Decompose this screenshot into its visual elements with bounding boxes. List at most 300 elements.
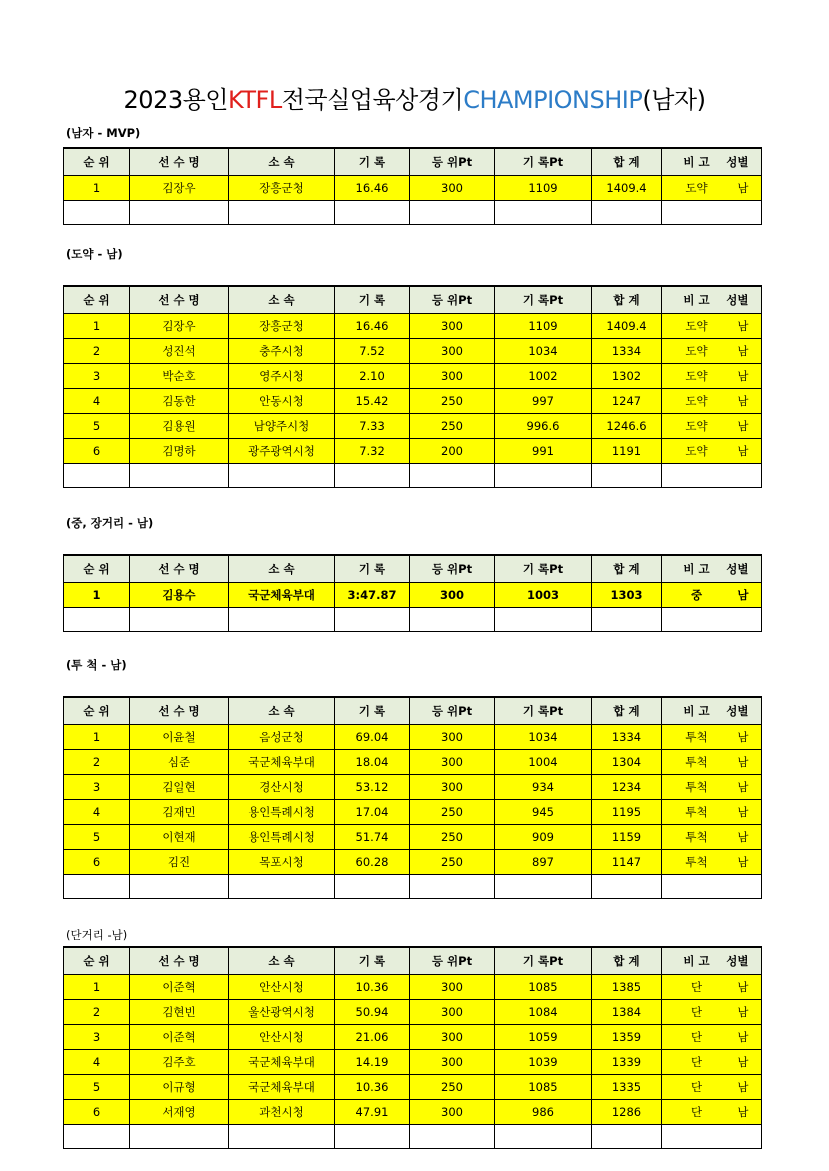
cell-rank: 1 — [64, 975, 130, 1000]
cell-note: 단 — [690, 1080, 703, 1094]
empty-cell — [130, 1125, 229, 1149]
cell-team: 남양주시청 — [229, 414, 335, 439]
header-team: 소 속 — [229, 286, 335, 314]
cell-rank-pt: 250 — [410, 800, 495, 825]
empty-cell — [592, 201, 662, 225]
cell-team: 과천시청 — [229, 1100, 335, 1125]
cell-gender: 남 — [737, 805, 749, 819]
cell-rank: 1 — [64, 725, 130, 750]
title-gender: (남자) — [642, 86, 706, 114]
cell-total: 1246.6 — [592, 414, 662, 439]
cell-note: 도약 — [685, 419, 708, 433]
cell-note-gender — [662, 975, 762, 1000]
empty-cell — [495, 201, 592, 225]
header-rank-pt: 등 위Pt — [410, 148, 495, 176]
cell-gender: 남 — [737, 1030, 749, 1044]
header-note-gender — [662, 286, 762, 314]
cell-total: 1302 — [592, 364, 662, 389]
cell-rank-pt: 300 — [410, 775, 495, 800]
cell-note-gender — [662, 314, 762, 339]
document-title — [0, 80, 829, 115]
title-year-city: 2023용인 — [123, 86, 228, 114]
cell-note: 단 — [690, 1105, 703, 1119]
empty-cell — [64, 608, 130, 632]
cell-total: 1191 — [592, 439, 662, 464]
cell-note: 도약 — [685, 369, 708, 383]
header-name: 선 수 명 — [130, 947, 229, 975]
cell-gender: 남 — [737, 588, 749, 602]
empty-cell — [592, 875, 662, 899]
cell-record-pt: 986 — [495, 1100, 592, 1125]
header-gender: 성별 — [726, 293, 749, 307]
cell-note-gender — [662, 176, 762, 201]
cell-record: 60.28 — [335, 850, 410, 875]
table-row — [64, 800, 762, 825]
cell-note: 중 — [690, 588, 703, 602]
cell-rank: 4 — [64, 389, 130, 414]
cell-note-gender — [662, 1050, 762, 1075]
cell-rank-pt: 300 — [410, 725, 495, 750]
empty-cell — [410, 875, 495, 899]
table-row — [64, 850, 762, 875]
cell-rank-pt: 300 — [410, 583, 495, 608]
cell-name: 김용원 — [130, 414, 229, 439]
table-header-row — [64, 555, 762, 583]
cell-gender: 남 — [737, 444, 749, 458]
table-row — [64, 775, 762, 800]
cell-gender: 남 — [737, 319, 749, 333]
cell-rank: 5 — [64, 414, 130, 439]
empty-cell — [662, 1125, 762, 1149]
cell-gender: 남 — [737, 780, 749, 794]
table-row — [64, 364, 762, 389]
cell-name: 김동한 — [130, 389, 229, 414]
cell-name: 심준 — [130, 750, 229, 775]
empty-row — [64, 1125, 762, 1149]
cell-total: 1385 — [592, 975, 662, 1000]
table-header-row — [64, 286, 762, 314]
cell-rank-pt: 250 — [410, 389, 495, 414]
cell-rank: 2 — [64, 1000, 130, 1025]
cell-rank: 1 — [64, 314, 130, 339]
header-rank: 순 위 — [64, 555, 130, 583]
cell-record-pt: 1084 — [495, 1000, 592, 1025]
empty-cell — [64, 875, 130, 899]
cell-rank-pt: 300 — [410, 339, 495, 364]
empty-row — [64, 464, 762, 488]
cell-note: 투척 — [685, 830, 708, 844]
cell-total: 1247 — [592, 389, 662, 414]
cell-record-pt: 997 — [495, 389, 592, 414]
header-gender: 성별 — [726, 954, 749, 968]
header-gender: 성별 — [726, 562, 749, 576]
header-team: 소 속 — [229, 947, 335, 975]
empty-cell — [335, 608, 410, 632]
table-row — [64, 750, 762, 775]
cell-total: 1159 — [592, 825, 662, 850]
cell-total: 1286 — [592, 1100, 662, 1125]
cell-record-pt: 934 — [495, 775, 592, 800]
title-event: 전국실업육상경기 — [281, 86, 464, 114]
cell-note: 단 — [690, 1030, 703, 1044]
cell-note: 단 — [690, 980, 703, 994]
cell-record-pt: 1039 — [495, 1050, 592, 1075]
header-gender: 성별 — [726, 155, 749, 169]
empty-row — [64, 875, 762, 899]
header-name: 선 수 명 — [130, 286, 229, 314]
title-ktfl: KTFL — [227, 86, 282, 114]
cell-record: 15.42 — [335, 389, 410, 414]
results-table-sprint — [63, 946, 762, 1149]
cell-record-pt: 996.6 — [495, 414, 592, 439]
header-team: 소 속 — [229, 148, 335, 176]
cell-note-gender — [662, 725, 762, 750]
table-row — [64, 1000, 762, 1025]
header-name: 선 수 명 — [130, 148, 229, 176]
cell-rank-pt: 300 — [410, 1000, 495, 1025]
cell-team: 음성군청 — [229, 725, 335, 750]
cell-gender: 남 — [737, 419, 749, 433]
cell-rank-pt: 300 — [410, 1025, 495, 1050]
cell-name: 김장우 — [130, 314, 229, 339]
cell-gender: 남 — [737, 830, 749, 844]
cell-rank-pt: 250 — [410, 825, 495, 850]
cell-name: 김재민 — [130, 800, 229, 825]
header-record-pt: 기 록Pt — [495, 947, 592, 975]
header-total: 합 계 — [592, 148, 662, 176]
cell-name: 이준혁 — [130, 975, 229, 1000]
header-team: 소 속 — [229, 555, 335, 583]
header-note: 비 고 — [683, 155, 710, 169]
cell-record: 10.36 — [335, 1075, 410, 1100]
cell-rank-pt: 250 — [410, 414, 495, 439]
cell-team: 안산시청 — [229, 1025, 335, 1050]
table-row — [64, 176, 762, 201]
cell-record-pt: 1034 — [495, 725, 592, 750]
empty-cell — [130, 875, 229, 899]
cell-record: 69.04 — [335, 725, 410, 750]
cell-record: 51.74 — [335, 825, 410, 850]
empty-cell — [410, 464, 495, 488]
cell-team: 용인특례시청 — [229, 825, 335, 850]
cell-note: 투척 — [685, 780, 708, 794]
empty-cell — [64, 1125, 130, 1149]
empty-cell — [662, 875, 762, 899]
header-record-pt: 기 록Pt — [495, 555, 592, 583]
cell-rank-pt: 300 — [410, 364, 495, 389]
cell-name: 김장우 — [130, 176, 229, 201]
cell-total: 1409.4 — [592, 176, 662, 201]
cell-note-gender — [662, 439, 762, 464]
cell-rank-pt: 300 — [410, 975, 495, 1000]
header-rank-pt: 등 위Pt — [410, 286, 495, 314]
results-table-throw — [63, 696, 762, 899]
empty-cell — [495, 608, 592, 632]
header-gender: 성별 — [726, 704, 749, 718]
cell-team: 국군체육부대 — [229, 1050, 335, 1075]
cell-record: 16.46 — [335, 314, 410, 339]
empty-cell — [592, 464, 662, 488]
cell-name: 김용수 — [130, 583, 229, 608]
table-header-row — [64, 947, 762, 975]
cell-note-gender — [662, 850, 762, 875]
cell-record-pt: 1059 — [495, 1025, 592, 1050]
header-record-pt: 기 록Pt — [495, 148, 592, 176]
cell-note-gender — [662, 364, 762, 389]
header-record: 기 록 — [335, 286, 410, 314]
cell-record-pt: 1109 — [495, 314, 592, 339]
header-record-pt: 기 록Pt — [495, 286, 592, 314]
cell-record-pt: 991 — [495, 439, 592, 464]
cell-note: 투척 — [685, 755, 708, 769]
table-row — [64, 825, 762, 850]
table-row — [64, 1075, 762, 1100]
cell-team: 목포시청 — [229, 850, 335, 875]
cell-rank-pt: 250 — [410, 1075, 495, 1100]
cell-gender: 남 — [737, 1055, 749, 1069]
cell-note-gender — [662, 825, 762, 850]
cell-rank: 1 — [64, 176, 130, 201]
cell-rank: 5 — [64, 825, 130, 850]
cell-team: 장흥군청 — [229, 176, 335, 201]
cell-record-pt: 1004 — [495, 750, 592, 775]
header-rank: 순 위 — [64, 286, 130, 314]
cell-gender: 남 — [737, 344, 749, 358]
cell-rank: 2 — [64, 339, 130, 364]
cell-rank: 3 — [64, 1025, 130, 1050]
cell-record-pt: 1003 — [495, 583, 592, 608]
empty-cell — [229, 464, 335, 488]
section-label-jump: (도약 - 남) — [66, 247, 123, 261]
header-record: 기 록 — [335, 148, 410, 176]
empty-cell — [335, 875, 410, 899]
table-row — [64, 725, 762, 750]
cell-total: 1359 — [592, 1025, 662, 1050]
cell-total: 1195 — [592, 800, 662, 825]
cell-name: 김주호 — [130, 1050, 229, 1075]
cell-record: 10.36 — [335, 975, 410, 1000]
cell-rank-pt: 300 — [410, 1100, 495, 1125]
cell-name: 김일현 — [130, 775, 229, 800]
cell-record: 47.91 — [335, 1100, 410, 1125]
header-note: 비 고 — [683, 954, 710, 968]
empty-cell — [64, 201, 130, 225]
empty-cell — [495, 875, 592, 899]
header-rank-pt: 등 위Pt — [410, 947, 495, 975]
cell-note-gender — [662, 1100, 762, 1125]
empty-cell — [410, 201, 495, 225]
empty-cell — [335, 464, 410, 488]
cell-team: 국군체육부대 — [229, 583, 335, 608]
header-rank: 순 위 — [64, 947, 130, 975]
cell-record: 21.06 — [335, 1025, 410, 1050]
section-label-mvp: (남자 - MVP) — [66, 126, 141, 140]
cell-record: 18.04 — [335, 750, 410, 775]
cell-team: 안산시청 — [229, 975, 335, 1000]
empty-cell — [592, 1125, 662, 1149]
title-championship: CHAMPIONSHIP — [463, 86, 643, 114]
empty-cell — [495, 1125, 592, 1149]
cell-name: 이현재 — [130, 825, 229, 850]
empty-cell — [662, 464, 762, 488]
cell-gender: 남 — [737, 980, 749, 994]
cell-team: 국군체육부대 — [229, 1075, 335, 1100]
cell-note-gender — [662, 583, 762, 608]
cell-rank-pt: 300 — [410, 314, 495, 339]
cell-name: 이규형 — [130, 1075, 229, 1100]
cell-total: 1147 — [592, 850, 662, 875]
cell-rank-pt: 300 — [410, 1050, 495, 1075]
header-rank-pt: 등 위Pt — [410, 555, 495, 583]
table-row — [64, 339, 762, 364]
cell-gender: 남 — [737, 755, 749, 769]
cell-team: 경산시청 — [229, 775, 335, 800]
header-rank: 순 위 — [64, 148, 130, 176]
cell-record: 16.46 — [335, 176, 410, 201]
cell-team: 국군체육부대 — [229, 750, 335, 775]
cell-record-pt: 897 — [495, 850, 592, 875]
cell-note: 도약 — [685, 181, 708, 195]
cell-team: 영주시청 — [229, 364, 335, 389]
header-total: 합 계 — [592, 947, 662, 975]
header-record: 기 록 — [335, 697, 410, 725]
cell-record-pt: 945 — [495, 800, 592, 825]
header-record: 기 록 — [335, 555, 410, 583]
cell-note: 도약 — [685, 344, 708, 358]
empty-cell — [335, 1125, 410, 1149]
cell-record-pt: 1085 — [495, 975, 592, 1000]
cell-note-gender — [662, 414, 762, 439]
cell-rank: 6 — [64, 850, 130, 875]
empty-cell — [130, 201, 229, 225]
cell-name: 이윤철 — [130, 725, 229, 750]
cell-rank-pt: 200 — [410, 439, 495, 464]
table-row — [64, 1100, 762, 1125]
empty-cell — [229, 608, 335, 632]
cell-total: 1384 — [592, 1000, 662, 1025]
cell-note: 투척 — [685, 805, 708, 819]
cell-name: 이준혁 — [130, 1025, 229, 1050]
cell-record-pt: 1109 — [495, 176, 592, 201]
cell-record-pt: 1002 — [495, 364, 592, 389]
empty-cell — [410, 1125, 495, 1149]
table-row — [64, 975, 762, 1000]
cell-record: 7.52 — [335, 339, 410, 364]
empty-cell — [410, 608, 495, 632]
table-row — [64, 414, 762, 439]
cell-name: 성진석 — [130, 339, 229, 364]
cell-record-pt: 1034 — [495, 339, 592, 364]
header-note-gender — [662, 947, 762, 975]
table-row — [64, 583, 762, 608]
empty-cell — [495, 464, 592, 488]
cell-gender: 남 — [737, 730, 749, 744]
cell-team: 충주시청 — [229, 339, 335, 364]
cell-note: 단 — [690, 1005, 703, 1019]
empty-cell — [64, 464, 130, 488]
cell-total: 1234 — [592, 775, 662, 800]
cell-team: 장흥군청 — [229, 314, 335, 339]
empty-cell — [592, 608, 662, 632]
cell-note-gender — [662, 775, 762, 800]
cell-rank: 4 — [64, 1050, 130, 1075]
empty-cell — [662, 608, 762, 632]
cell-gender: 남 — [737, 1005, 749, 1019]
header-note: 비 고 — [683, 704, 710, 718]
cell-record: 7.33 — [335, 414, 410, 439]
header-total: 합 계 — [592, 697, 662, 725]
empty-cell — [130, 608, 229, 632]
cell-record-pt: 1085 — [495, 1075, 592, 1100]
cell-note: 단 — [690, 1055, 703, 1069]
cell-gender: 남 — [737, 394, 749, 408]
results-table-distance — [63, 554, 762, 632]
cell-team: 광주광역시청 — [229, 439, 335, 464]
cell-rank: 1 — [64, 583, 130, 608]
cell-team: 용인특례시청 — [229, 800, 335, 825]
results-table-jump — [63, 285, 762, 488]
cell-total: 1409.4 — [592, 314, 662, 339]
cell-total: 1339 — [592, 1050, 662, 1075]
cell-rank: 5 — [64, 1075, 130, 1100]
section-label-throw: (투 척 - 남) — [66, 658, 127, 672]
cell-rank: 6 — [64, 1100, 130, 1125]
cell-record: 7.32 — [335, 439, 410, 464]
header-note: 비 고 — [683, 562, 710, 576]
table-header-row — [64, 697, 762, 725]
header-name: 선 수 명 — [130, 555, 229, 583]
cell-name: 박순호 — [130, 364, 229, 389]
cell-total: 1334 — [592, 339, 662, 364]
section-label-distance: (중, 장거리 - 남) — [66, 516, 154, 530]
cell-note: 투척 — [685, 855, 708, 869]
cell-note: 도약 — [685, 444, 708, 458]
cell-rank-pt: 250 — [410, 850, 495, 875]
cell-note-gender — [662, 750, 762, 775]
cell-name: 김진 — [130, 850, 229, 875]
table-row — [64, 314, 762, 339]
section-label-sprint: (단거리 -남) — [66, 928, 128, 942]
table-header-row — [64, 148, 762, 176]
cell-rank-pt: 300 — [410, 176, 495, 201]
cell-note-gender — [662, 1025, 762, 1050]
cell-gender: 남 — [737, 855, 749, 869]
cell-note: 도약 — [685, 319, 708, 333]
header-rank-pt: 등 위Pt — [410, 697, 495, 725]
cell-record: 3:47.87 — [335, 583, 410, 608]
empty-cell — [335, 201, 410, 225]
table-row — [64, 1050, 762, 1075]
header-note-gender — [662, 555, 762, 583]
cell-total: 1304 — [592, 750, 662, 775]
table-row — [64, 389, 762, 414]
header-note-gender — [662, 148, 762, 176]
cell-note-gender — [662, 339, 762, 364]
cell-note: 투척 — [685, 730, 708, 744]
header-team: 소 속 — [229, 697, 335, 725]
table-row — [64, 439, 762, 464]
cell-name: 김현빈 — [130, 1000, 229, 1025]
empty-cell — [229, 201, 335, 225]
header-note: 비 고 — [683, 293, 710, 307]
cell-rank: 3 — [64, 775, 130, 800]
header-rank: 순 위 — [64, 697, 130, 725]
table-row — [64, 1025, 762, 1050]
cell-team: 울산광역시청 — [229, 1000, 335, 1025]
empty-cell — [130, 464, 229, 488]
cell-record: 53.12 — [335, 775, 410, 800]
cell-rank-pt: 300 — [410, 750, 495, 775]
